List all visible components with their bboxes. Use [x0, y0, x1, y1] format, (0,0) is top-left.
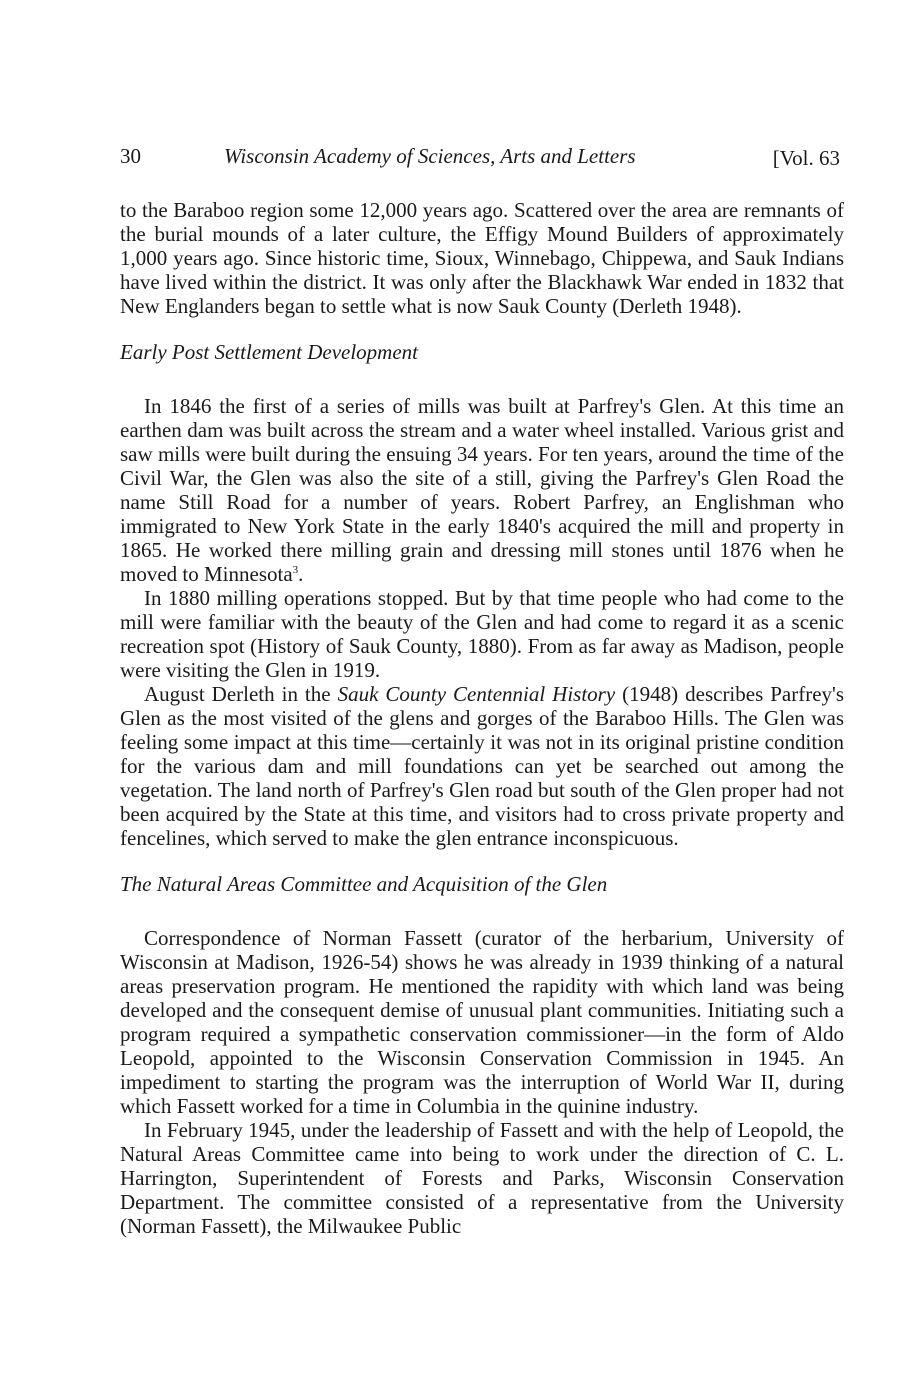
section-heading-early-post-settlement: Early Post Settlement Development — [120, 340, 418, 364]
paragraph-mills-text: In 1846 the first of a series of mills was built at Parfrey's Glen. At this time an earthen dam was built across the stream and a water wheel installed. Various grist and saw mills were built during the ensuing 34 years. For ten years, around the time of the Civil War, the Glen was also the site of a still, giving the Parfrey's Glen Road the name Still Road for a number of years. Robert Parfrey, an Englishman who immigrated to New York State in the early 1840's acquired the mill and property in 1865. He worked there milling grain and dressing mill stones until 1876 when he moved to Minnesota — [120, 394, 844, 586]
paragraph-intro: to the Baraboo region some 12,000 years ago. Scattered over the area are remnants of the burial mounds of a later culture, the Effigy Mound Builders of approximately 1,000 years ago. Since historic time, Sioux, Winnebago, Chippewa, and Sauk Indians have lived within the district. It was only after the Blackhawk War ended in 1832 that New Englanders began to settle what is now Sauk County (Derleth 1948). — [120, 198, 844, 318]
journal-title: Wisconsin Academy of Sciences, Arts and Letters — [224, 144, 636, 168]
paragraph-derleth — [120, 682, 844, 850]
book-title: Sauk County Centennial History — [337, 682, 616, 706]
article-body — [120, 198, 844, 1238]
section-heading-natural-areas-committee: The Natural Areas Committee and Acquisition of the Glen — [120, 872, 608, 896]
paragraph-mills — [120, 394, 844, 586]
paragraph-mills-end: . — [298, 562, 304, 586]
page-number: 30 — [120, 144, 141, 168]
footnote-marker: 3 — [292, 564, 299, 576]
paragraph-derleth-post: (1948) describes Parfrey's Glen as the most visited of the glens and gorges of the Baraboo Hills. The Glen was feeling some impact at this time—certainly it was not in its original pristine condition for the various dam and mill foundations can yet be searched out among the vegetation. The land north of Parfrey's Glen road but south of the Glen proper had not been acquired by the State at this time, and visitors had to cross private property and fencelines, which served to make the glen entrance inconspicuous. — [120, 682, 844, 850]
paragraph-milling-stopped: In 1880 milling operations stopped. But by that time people who had come to the mill were familiar with the beauty of the Glen and had come to regard it as a scenic recreation spot (History of Sauk County, 1880). From as far away as Madison, people were visiting the Glen in 1919. — [120, 586, 844, 682]
volume-label: [Vol. 63 — [772, 146, 840, 170]
running-header — [120, 144, 844, 174]
paragraph-fassett: Correspondence of Norman Fassett (curator of the herbarium, University of Wisconsin at Madison, 1926-54) shows he was already in 1939 thinking of a natural areas preservation program. He mentioned the rapidity with which land was being developed and the consequent demise of unusual plant communities. Initiating such a program required a sympathetic conservation commissioner—in the form of Aldo Leopold, appointed to the Wisconsin Conservation Commission in 1945. An impediment to starting the program was the interruption of World War II, during which Fassett worked for a time in Columbia in the quinine industry. — [120, 926, 844, 1118]
paragraph-committee: In February 1945, under the leadership of Fassett and with the help of Leopold, the Natural Areas Committee came into being to work under the direction of C. L. Harrington, Superintendent of Forests and Parks, Wisconsin Conservation Department. The committee consisted of a representative from the University (Norman Fassett), the Milwaukee Public — [120, 1118, 844, 1238]
paragraph-derleth-pre: August Derleth in the — [144, 682, 338, 706]
